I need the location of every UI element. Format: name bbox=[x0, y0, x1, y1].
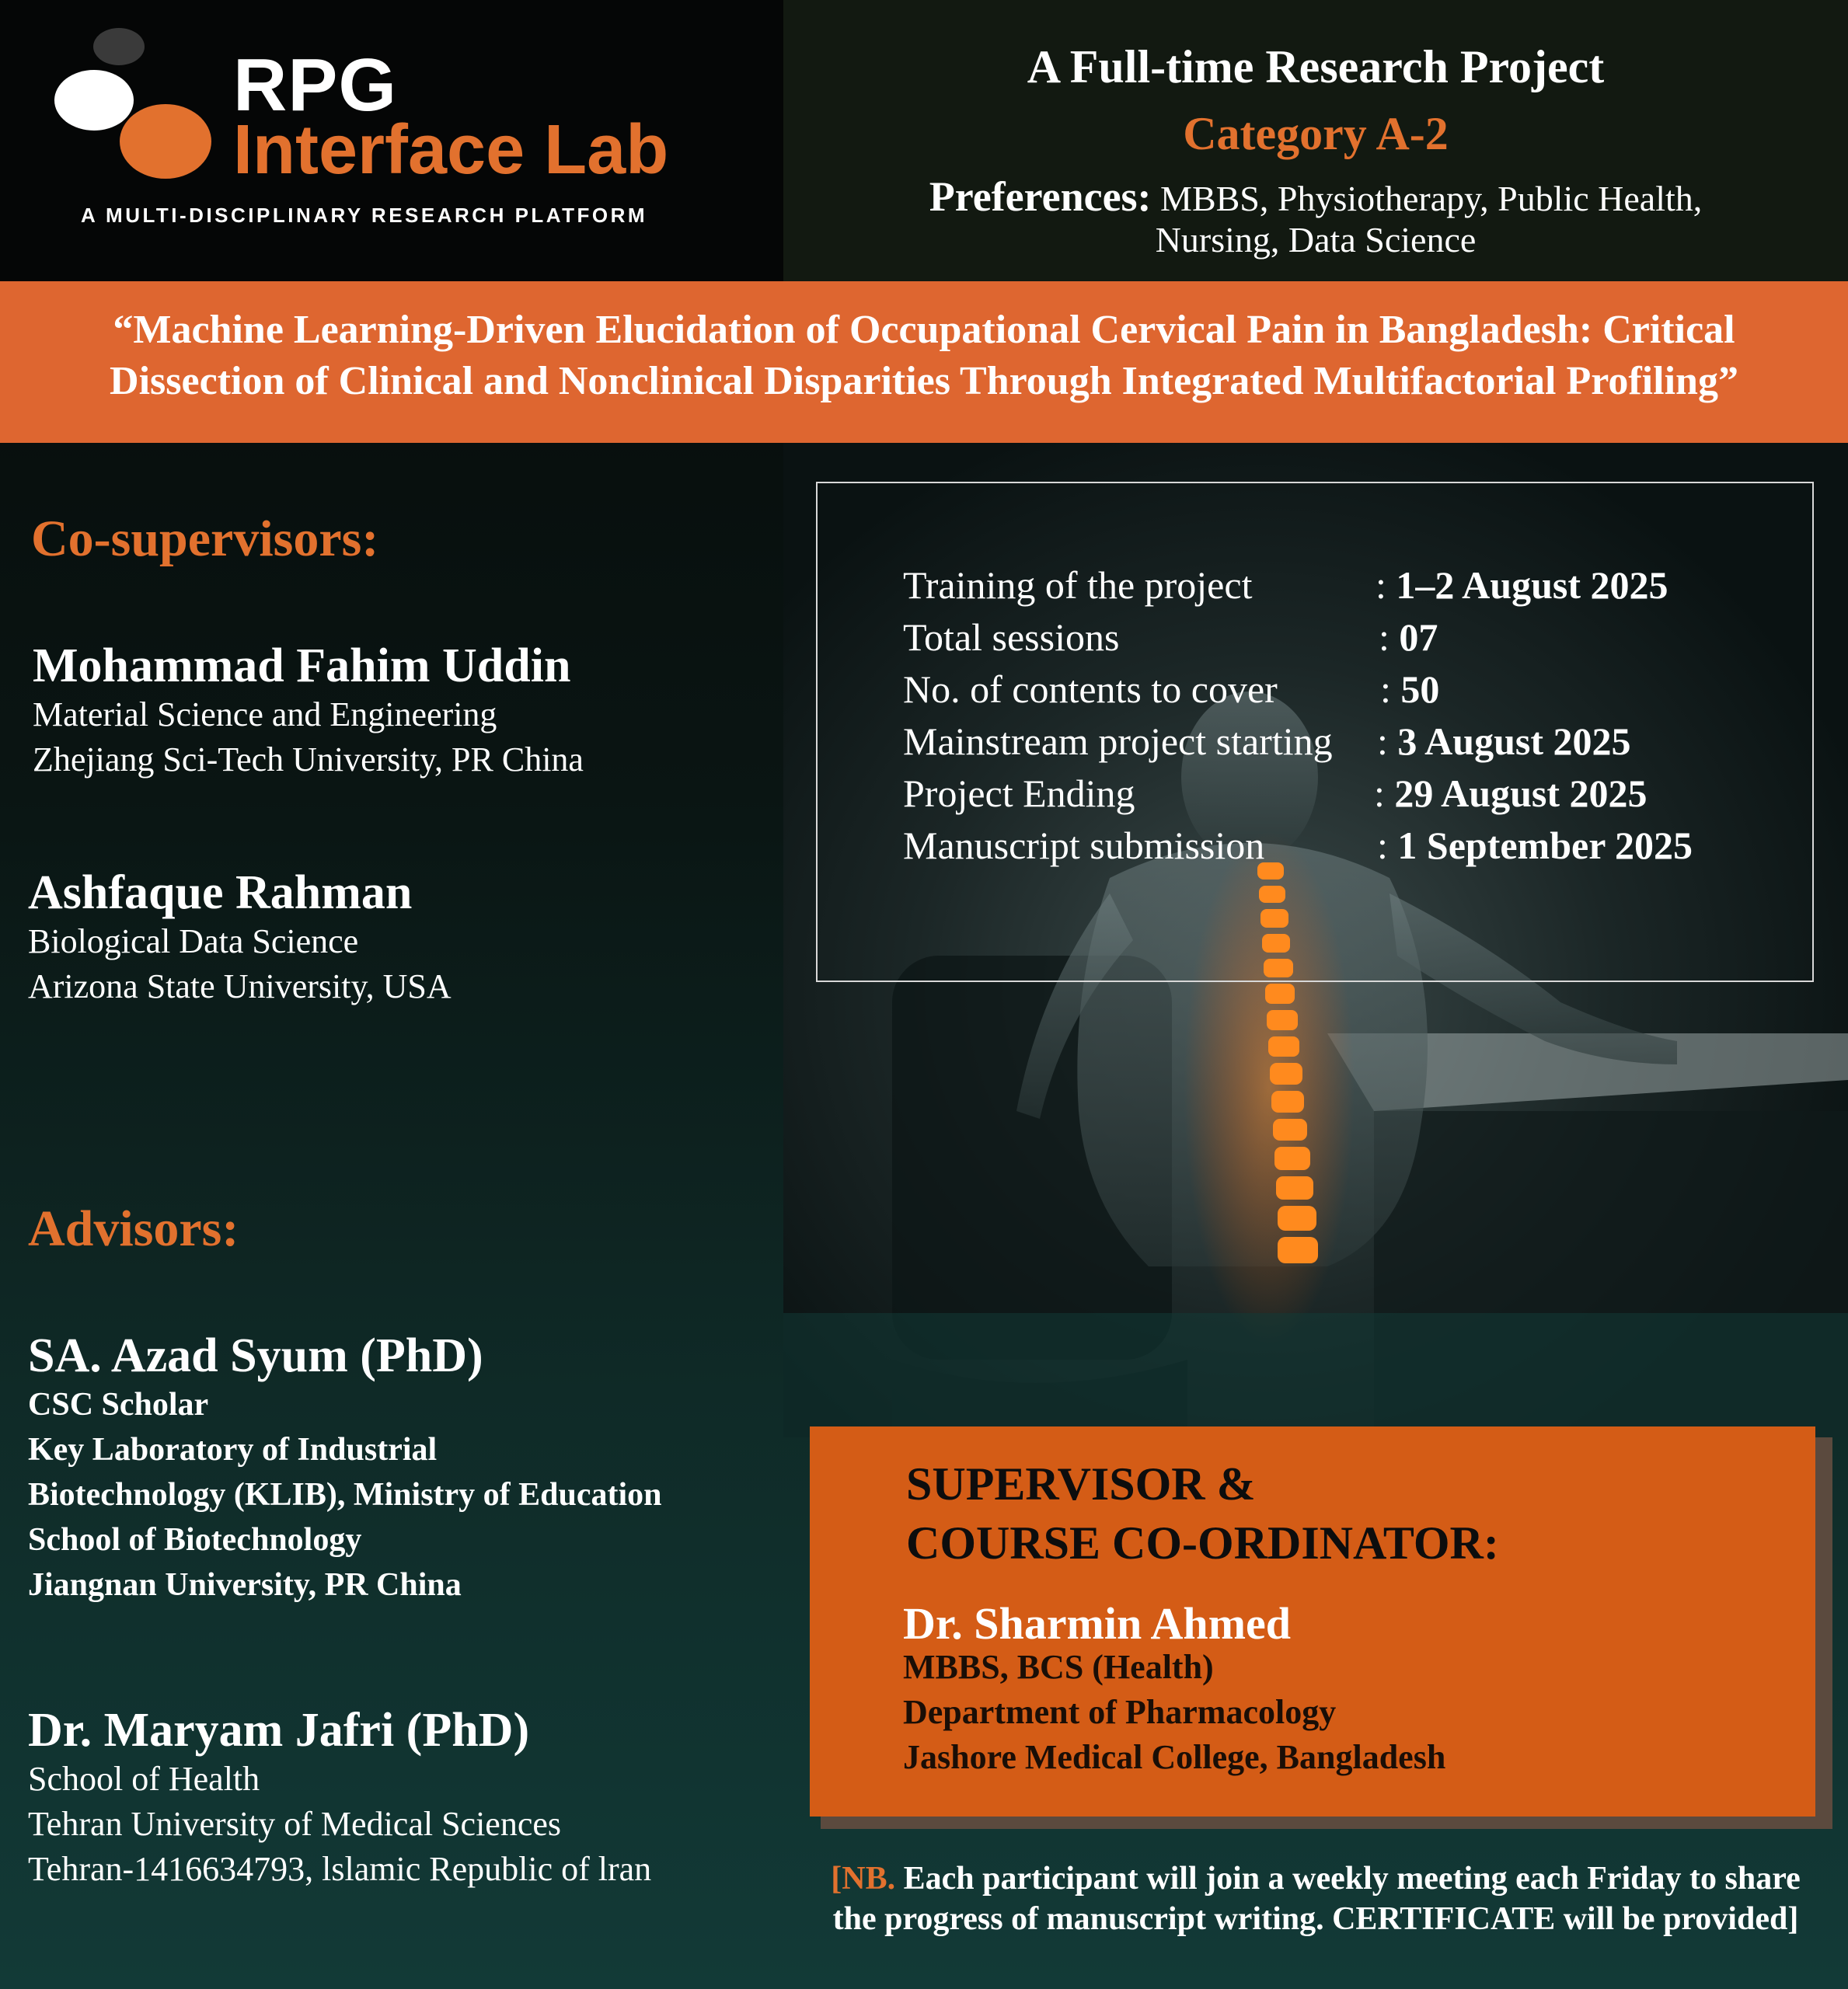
logo-tagline: A MULTI-DISCIPLINARY RESEARCH PLATFORM bbox=[81, 204, 648, 227]
advisor-detail: School of Biotechnology bbox=[28, 1522, 362, 1558]
advisor-name: SA. Azad Syum (PhD) bbox=[28, 1329, 483, 1382]
project-category: Category A-2 bbox=[1183, 108, 1449, 159]
advisor-detail: Tehran University of Medical Sciences bbox=[28, 1805, 562, 1843]
logo-grey-dot-icon bbox=[93, 28, 145, 65]
preferences-line1 bbox=[783, 172, 1848, 221]
schedule-label: No. of contents to cover bbox=[903, 667, 1278, 711]
co-supervisor-name: Ashfaque Rahman bbox=[28, 866, 413, 919]
schedule-value: : 3 August 2025 bbox=[1377, 719, 1631, 763]
preferences-label: Preferences: bbox=[929, 173, 1152, 220]
supervisor-detail: MBBS, BCS (Health) bbox=[903, 1648, 1214, 1686]
co-supervisor-detail: Material Science and Engineering bbox=[33, 695, 497, 733]
footnote-line1: [NB. Each participant will join a weekly meeting each Friday to share bbox=[831, 1861, 1801, 1897]
logo-name-line1: RPG bbox=[233, 44, 398, 127]
co-supervisor-detail: Biological Data Science bbox=[28, 922, 359, 960]
schedule-label: Manuscript submission bbox=[903, 824, 1265, 867]
footnote-line2: the progress of manuscript writing. CERTIFICATE will be provided] bbox=[832, 1901, 1799, 1937]
schedule-value: : 1–2 August 2025 bbox=[1376, 563, 1668, 607]
schedule-label: Training of the project bbox=[903, 563, 1253, 607]
advisor-detail: School of Health bbox=[28, 1760, 260, 1798]
schedule-label: Project Ending bbox=[903, 772, 1135, 815]
advisor-detail: Jiangnan University, PR China bbox=[28, 1567, 462, 1603]
preferences-line2: Nursing, Data Science bbox=[1155, 220, 1477, 260]
schedule-value: : 29 August 2025 bbox=[1374, 772, 1648, 815]
schedule-label: Total sessions bbox=[903, 615, 1120, 659]
project-title-banner bbox=[0, 281, 1848, 443]
project-title-line1: “Machine Learning-Driven Elucidation of Occupational Cervical Pain in Bangladesh: Critical bbox=[113, 308, 1735, 352]
co-supervisor-name: Mohammad Fahim Uddin bbox=[33, 639, 571, 692]
supervisor-heading-line1: SUPERVISOR & bbox=[906, 1458, 1256, 1510]
nb-label: NB. bbox=[842, 1861, 896, 1897]
logo-name-line2: Interface Lab bbox=[233, 111, 669, 189]
project-title-line2: Dissection of Clinical and Nonclinical Disparities Through Integrated Multifactorial Profiling” bbox=[110, 359, 1738, 403]
advisor-detail: Biotechnology (KLIB), Ministry of Education bbox=[28, 1477, 662, 1513]
logo-white-dot-icon bbox=[54, 70, 134, 131]
co-supervisor-detail: Arizona State University, USA bbox=[28, 967, 452, 1005]
schedule-value: : 1 September 2025 bbox=[1377, 824, 1693, 867]
co-supervisors-heading: Co-supervisors: bbox=[31, 510, 379, 567]
supervisor-detail: Jashore Medical College, Bangladesh bbox=[903, 1738, 1446, 1776]
advisor-detail: Key Laboratory of Industrial bbox=[28, 1432, 438, 1468]
logo-orange-dot-icon bbox=[120, 104, 211, 179]
schedule-value: : 07 bbox=[1379, 615, 1438, 659]
supervisor-heading-line2: COURSE CO-ORDINATOR: bbox=[906, 1517, 1499, 1569]
preferences-values-line1: MBBS, Physiotherapy, Public Health, bbox=[1160, 179, 1703, 218]
schedule-label: Mainstream project starting bbox=[903, 719, 1333, 763]
advisors-heading: Advisors: bbox=[28, 1200, 239, 1257]
supervisor-detail: Department of Pharmacology bbox=[903, 1693, 1337, 1731]
project-type: A Full-time Research Project bbox=[1027, 41, 1605, 92]
advisor-detail: Tehran-1416634793, lslamic Republic of lran bbox=[28, 1850, 652, 1888]
co-supervisor-detail: Zhejiang Sci-Tech University, PR China bbox=[33, 740, 584, 779]
supervisor-name: Dr. Sharmin Ahmed bbox=[903, 1598, 1292, 1649]
advisor-name: Dr. Maryam Jafri (PhD) bbox=[28, 1704, 530, 1757]
advisor-detail: CSC Scholar bbox=[28, 1387, 209, 1423]
schedule-value: : 50 bbox=[1380, 667, 1440, 711]
